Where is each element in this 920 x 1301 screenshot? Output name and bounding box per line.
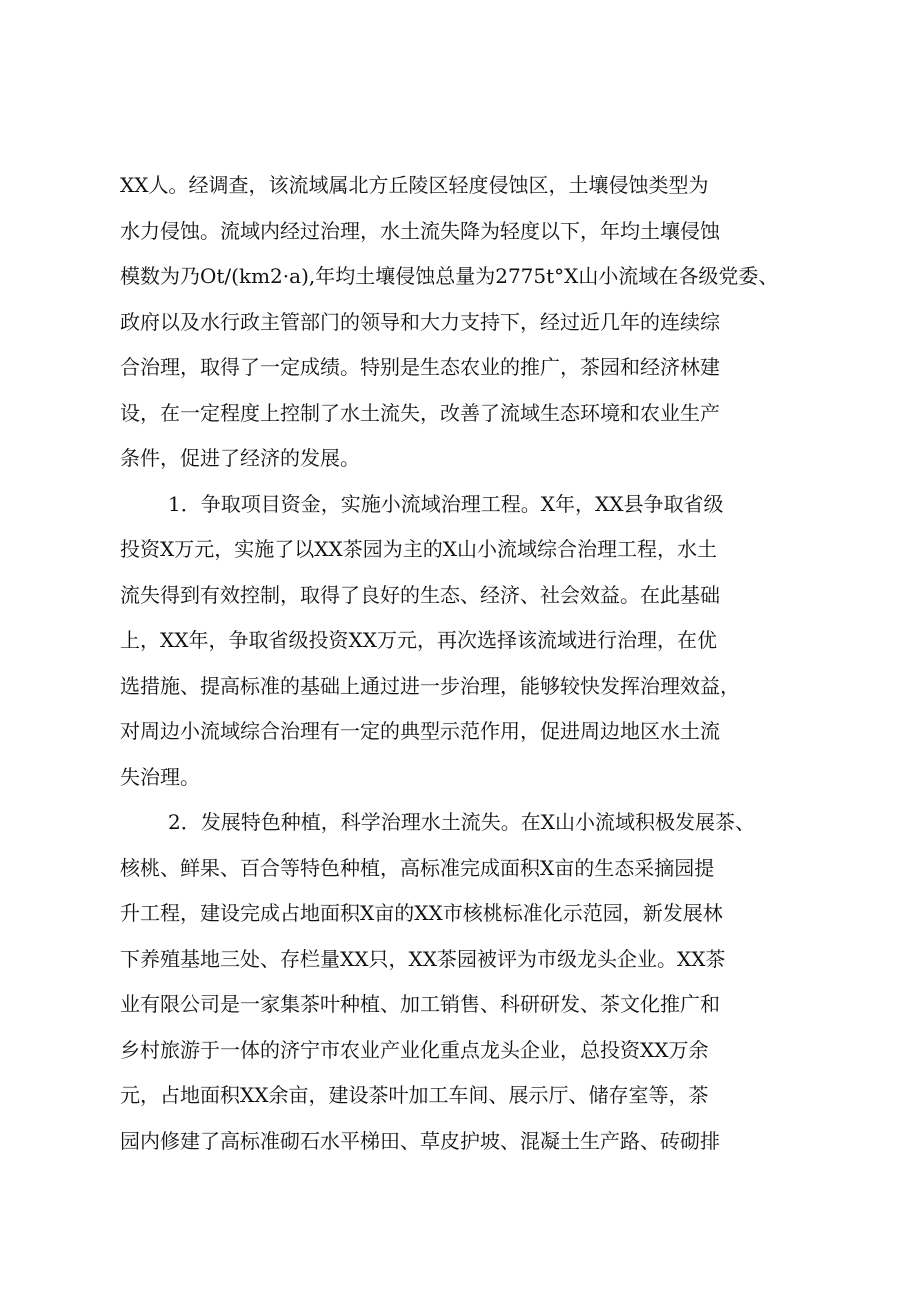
text-line: XX人。经调查，该流域属北方丘陵区轻度侵蚀区，土壤侵蚀类型为: [120, 173, 709, 197]
paragraph-heading-2: 2．发展特色种植，科学治理水土流失。在X山小流域积极发展茶、: [168, 810, 755, 834]
text-line: 对周边小流域综合治理有一定的典型示范作用，促进周边地区水土流: [120, 719, 720, 743]
text-line: 水力侵蚀。流域内经过治理，水土流失降为轻度以下，年均土壤侵蚀: [120, 218, 720, 243]
text-line: 升工程，建设完成占地面积X亩的XX市核桃标准化示范园，新发展林: [120, 901, 723, 925]
text-line: 模数为乃Ot/(km2·a),年均土壤侵蚀总量为2775t°X山小流域在各级党委、: [120, 264, 779, 288]
text-line: 失治理。: [120, 764, 200, 789]
text-line: 设，在一定程度上控制了水土流失，改善了流域生态环境和农业生产: [120, 400, 720, 425]
text-line: 投资X万元，实施了以XX茶园为主的X山小流域综合治理工程，水土: [120, 537, 717, 561]
text-line: 园内修建了高标准砌石水平梯田、草皮护坡、混凝土生产路、砖砌排: [120, 1128, 720, 1153]
paragraph-heading-1: 1．争取项目资金，实施小流域治理工程。X年，XX县争取省级: [168, 491, 724, 516]
text-line: 条件，促进了经济的发展。: [120, 446, 360, 470]
text-line: 流失得到有效控制，取得了良好的生态、经济、社会效益。在此基础: [120, 582, 720, 607]
text-line: 业有限公司是一家集茶叶种植、加工销售、科研研发、茶文化推广和: [120, 992, 720, 1016]
text-line: 合治理，取得了一定成绩。特别是生态农业的推广，茶园和经济林建: [120, 355, 720, 379]
text-line: 政府以及水行政主管部门的领导和大力支持下，经过近几年的连续综: [120, 309, 720, 334]
text-line: 选措施、提高标准的基础上通过进一步治理，能够较快发挥治理效益，: [120, 673, 740, 698]
text-line: 上，XX年，争取省级投资XX万元，再次选择该流域进行治理，在优: [120, 628, 717, 652]
text-line: 核桃、鲜果、百合等特色种植，高标准完成面积X亩的生态采摘园提: [120, 855, 715, 880]
text-line: 元，占地面积XX余亩，建设茶叶加工车间、展示厅、储存室等，茶: [120, 1083, 709, 1107]
text-line: 乡村旅游于一体的济宁市农业产业化重点龙头企业，总投资XX万余: [120, 1037, 709, 1062]
document-body: [120, 163, 810, 1164]
text-line: 下养殖基地三处、存栏量XX只，XX茶园被评为市级龙头企业。XX茶: [120, 946, 726, 971]
